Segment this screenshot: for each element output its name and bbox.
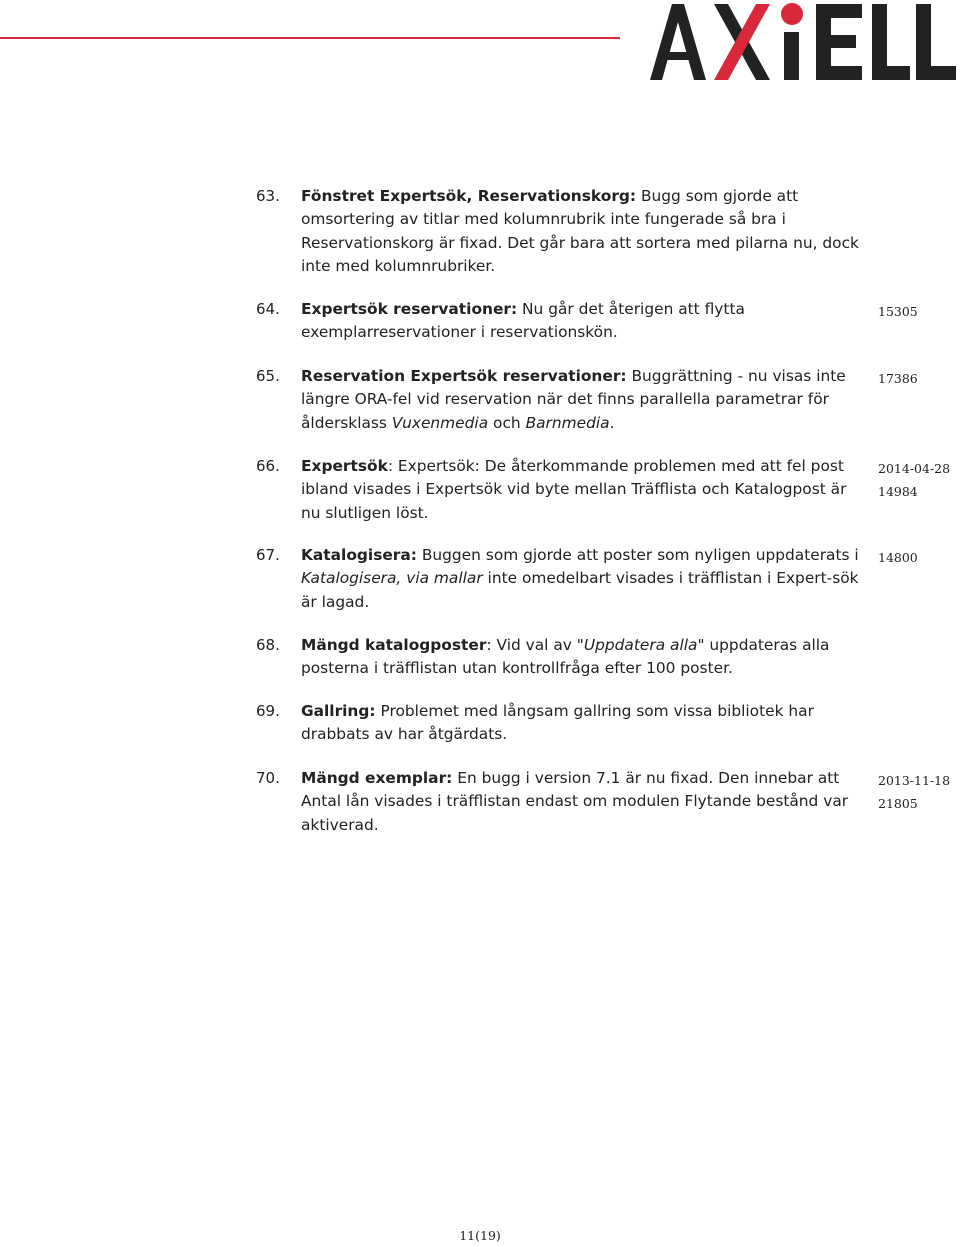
- item-text: [301, 455, 861, 525]
- item-heading: Gallring:: [301, 702, 376, 720]
- item-number: 66.: [256, 457, 280, 475]
- item-heading: Mängd katalogposter: [301, 636, 487, 654]
- item-refs: [878, 546, 958, 569]
- item-number: 63.: [256, 187, 280, 205]
- item-text-segment: Bugg som gjorde att omsortering av titlar med kolumnrubrik inte fungerade så bra i Reservationskorg är fixad. Det går bara att sortera med pilarna nu, dock inte med kolumnrubriker.: [301, 187, 859, 275]
- item-reference: 14800: [878, 550, 918, 565]
- item-refs: [878, 367, 958, 390]
- item-text-segment: Katalogisera, via mallar: [301, 569, 483, 588]
- item-heading: Fönstret Expertsök, Reservationskorg:: [301, 187, 637, 205]
- item-text-segment: " uppdateras alla posterna i träfflistan utan kontrollfråga efter 100 poster.: [301, 636, 830, 678]
- item-reference: 15305: [878, 304, 918, 319]
- item-text: [301, 700, 861, 747]
- item-number: 67.: [256, 546, 280, 564]
- item-refs: [878, 457, 958, 504]
- item-reference: 2014-04-28: [878, 461, 951, 476]
- item-text-segment: och: [488, 413, 526, 432]
- item-text-segment: : Vid val av ": [486, 636, 584, 654]
- item-heading: Expertsök: [301, 457, 388, 475]
- item-number: 65.: [256, 367, 280, 385]
- item-reference: 21805: [878, 796, 918, 812]
- item-text: [301, 185, 861, 278]
- item-heading: Reservation Expertsök reservationer:: [301, 367, 627, 385]
- item-refs: [878, 300, 958, 323]
- item-number: 64.: [256, 300, 280, 318]
- item-refs: [878, 769, 958, 816]
- item-text: [301, 767, 861, 837]
- item-text: [301, 634, 861, 681]
- item-heading: Katalogisera:: [301, 546, 417, 564]
- axiell-logo: [648, 0, 960, 84]
- item-heading: Expertsök reservationer:: [301, 300, 518, 318]
- item-text-segment: inte omedelbart visades i träfflistan i Expert-sök är lagad.: [301, 569, 859, 611]
- item-reference: 17386: [878, 371, 918, 386]
- item-text-segment: En bugg i version 7.1 är nu fixad. Den innebar att Antal lån visades i träfflistan endast om modulen Flytande bestånd var aktiverad.: [301, 769, 849, 834]
- item-heading: Mängd exemplar:: [301, 769, 453, 787]
- header-accent-line: [0, 37, 620, 39]
- item-text: [301, 298, 861, 345]
- item-text-segment: Buggen som gjorde att poster som nyligen uppdaterats i: [416, 546, 859, 564]
- item-text-segment: Vuxenmedia: [391, 413, 489, 432]
- item-text-segment: .: [609, 413, 615, 432]
- item-number: 70.: [256, 769, 280, 787]
- item-text: [301, 544, 861, 614]
- item-text-segment: Barnmedia: [525, 413, 610, 432]
- item-text-segment: : Expertsök: De återkommande problemen med att fel post ibland visades i Expertsök vid byte mellan Träfflista och Katalogpost är nu slutligen löst.: [301, 457, 847, 522]
- item-reference: 14984: [878, 484, 918, 500]
- item-reference: 2013-11-18: [878, 773, 951, 788]
- item-text-segment: Nu går det återigen att flytta exemplarreservationer i reservationskön.: [301, 300, 745, 342]
- page-number: 11(19): [459, 1228, 501, 1243]
- item-text: [301, 365, 861, 435]
- item-text-segment: Uppdatera alla: [583, 636, 698, 654]
- item-number: 69.: [256, 702, 280, 720]
- item-text-segment: Buggrättning - nu visas inte längre ORA-fel vid reservation när det finns parallella parametrar för åldersklass: [301, 367, 846, 432]
- item-text-segment: Problemet med långsam gallring som vissa bibliotek har drabbats av har åtgärdats.: [301, 702, 814, 744]
- item-number: 68.: [256, 636, 280, 654]
